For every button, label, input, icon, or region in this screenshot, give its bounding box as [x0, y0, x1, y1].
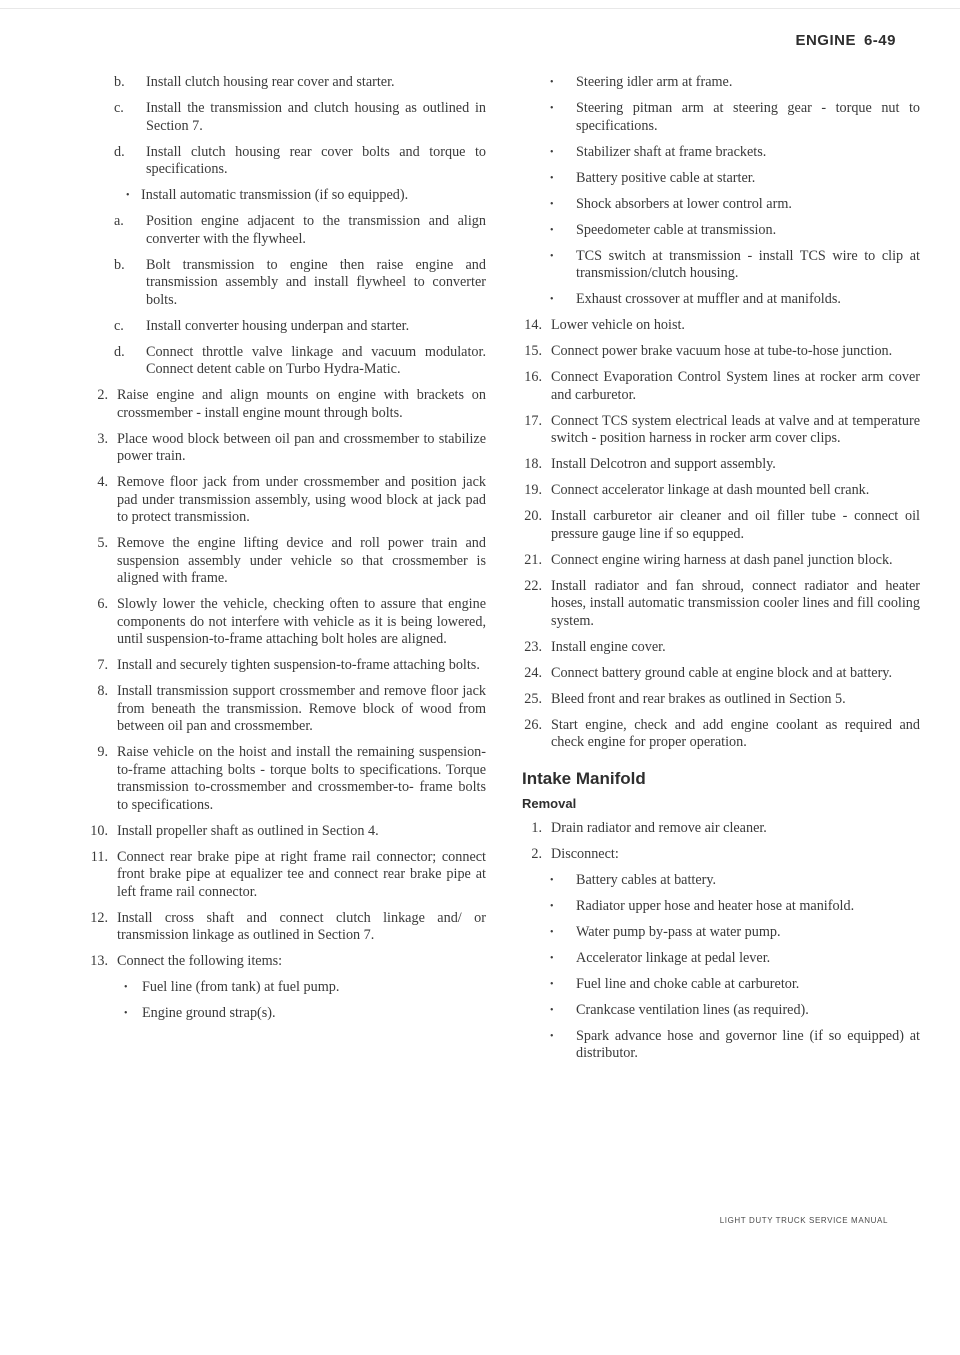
item-text: Connect the following items: — [117, 953, 283, 969]
item-marker: • — [550, 900, 554, 912]
item-text: Install Delcotron and support assembly. — [551, 456, 776, 472]
step-item — [90, 848, 486, 902]
step-item — [524, 317, 920, 335]
step-item — [531, 819, 920, 838]
item-marker: • — [550, 294, 554, 305]
substep-item — [114, 213, 486, 248]
item-marker: • — [550, 926, 554, 938]
item-text: Connect TCS system electrical leads at valve and at temperature switch - position harness in rocker arm cover clips. — [551, 412, 920, 446]
step-item — [524, 551, 920, 570]
item-text: Disconnect: — [551, 845, 619, 862]
item-marker: 15. — [524, 343, 542, 359]
step-item — [97, 387, 486, 422]
bullet-item — [548, 100, 920, 135]
header-section: ENGINE — [795, 32, 856, 49]
item-text: Install propeller shaft as outlined in Section 4. — [117, 822, 379, 839]
item-text: Install clutch housing rear cover bolts and torque to specifications. — [146, 143, 486, 177]
item-marker: 11. — [90, 848, 108, 865]
bullet-item — [548, 1002, 920, 1020]
substep-item — [114, 344, 486, 379]
item-marker: 20. — [524, 508, 542, 524]
step-item — [524, 343, 920, 361]
item-text: Fuel line and choke cable at carburetor. — [576, 975, 800, 992]
step-item — [97, 474, 486, 527]
item-text: Fuel line (from tank) at fuel pump. — [142, 979, 340, 995]
item-marker: d. — [114, 143, 125, 160]
item-text: Stabilizer shaft at frame brackets. — [576, 143, 767, 160]
item-marker: • — [550, 952, 554, 964]
item-marker: b. — [114, 256, 125, 273]
item-text: TCS switch at transmission - install TCS wire to clip at transmission/clutch housing. — [576, 247, 920, 281]
item-text: Install radiator and fan shroud, connect radiator and heater hoses, install automatic transmission cooler lines and fill cooling system. — [551, 577, 920, 629]
item-marker: 1. — [531, 819, 542, 836]
removal-steps — [531, 819, 920, 1063]
step-item — [531, 845, 920, 864]
item-marker: • — [550, 978, 554, 990]
item-marker: 19. — [524, 482, 542, 498]
bullet-item — [548, 950, 920, 968]
item-marker: • — [550, 250, 554, 262]
item-marker: 13. — [90, 953, 108, 969]
item-text: Connect Evaporation Control System lines at rocker arm cover and carburetor. — [551, 369, 920, 403]
bullet-item — [548, 74, 920, 92]
step-item — [524, 456, 920, 474]
item-text: Raise vehicle on the hoist and install the remaining suspension-to-frame attaching bolts - torque bolts to specifications. Torque transmission to-crossmember and crossmember-to- frame bolts to specifications. — [117, 744, 486, 813]
bullet-item — [548, 144, 920, 162]
section-heading: Intake Manifold — [522, 768, 646, 788]
step-item — [97, 657, 486, 675]
item-text: Crankcase ventilation lines (as required). — [576, 1001, 809, 1018]
step-item — [90, 953, 486, 971]
substep-item — [114, 144, 486, 179]
item-marker: • — [550, 224, 554, 236]
item-marker: • — [550, 1030, 554, 1042]
item-text: Raise engine and align mounts on engine with brackets on crossmember - install engine mount through bolts. — [117, 387, 486, 421]
item-text: Connect power brake vacuum hose at tube-to-hose junction. — [551, 343, 893, 359]
item-marker: 3. — [97, 430, 108, 447]
item-marker: • — [550, 77, 554, 88]
bullet-item — [548, 872, 920, 890]
step-item — [524, 508, 920, 543]
left-column — [90, 74, 486, 1031]
step-item — [524, 369, 920, 404]
bullet-item — [548, 170, 920, 188]
item-text: Battery positive cable at starter. — [576, 169, 756, 186]
item-marker: 2. — [531, 845, 542, 862]
item-marker: 26. — [524, 716, 542, 733]
bullet-item — [548, 924, 920, 942]
item-marker: 17. — [524, 412, 542, 429]
item-text: Steering pitman arm at steering gear - torque nut to specifications. — [576, 100, 920, 134]
item-marker: 4. — [97, 474, 108, 490]
item-text: Water pump by-pass at water pump. — [576, 923, 781, 940]
item-text: Install converter housing underpan and starter. — [146, 317, 410, 334]
item-text: Slowly lower the vehicle, checking often to assure that engine components do not interfere with vehicle as it is being lowered, until suspension-to-frame attaching bolt holes are aligned. — [117, 596, 486, 647]
bullet-item — [548, 222, 920, 240]
item-text: Install automatic transmission (if so equipped). — [141, 187, 409, 203]
item-text: Shock absorbers at lower control arm. — [576, 195, 792, 212]
item-text: Connect engine wiring harness at dash panel junction block. — [551, 551, 893, 568]
substep-item — [114, 318, 486, 336]
subsection-heading: Removal — [522, 796, 577, 811]
step-item — [90, 822, 486, 841]
item-marker: 2. — [97, 387, 108, 403]
item-marker: 18. — [524, 456, 542, 472]
item-marker: d. — [114, 343, 125, 360]
page-header — [795, 32, 896, 49]
item-text: Speedometer cable at transmission. — [576, 221, 777, 238]
item-marker: 12. — [90, 909, 108, 926]
bullet-item — [114, 187, 486, 205]
item-text: Install clutch housing rear cover and starter. — [146, 74, 395, 90]
right-column-steps — [524, 74, 920, 752]
item-text: Remove the engine lifting device and roll power train and suspension assembly under vehicle so that crossmember is aligned with frame. — [117, 535, 486, 586]
step-item — [97, 596, 486, 649]
substep-item — [114, 74, 486, 92]
page-footer: LIGHT DUTY TRUCK SERVICE MANUAL — [719, 1216, 888, 1225]
item-text: Connect battery ground cable at engine block and at battery. — [551, 664, 893, 681]
right-column — [522, 74, 920, 1071]
bullet-item — [548, 898, 920, 916]
item-text: Bolt transmission to engine then raise engine and transmission assembly and install flywheel to converter bolts. — [146, 256, 486, 308]
item-marker: 24. — [524, 664, 542, 681]
item-text: Remove floor jack from under crossmember and position jack pad under transmission assembly, using wood block at jack pad to protect transmission. — [117, 474, 486, 525]
item-marker: b. — [114, 74, 125, 90]
item-marker: • — [126, 190, 130, 201]
item-text: Lower vehicle on hoist. — [551, 317, 685, 333]
item-marker: 5. — [97, 535, 108, 551]
step-item — [524, 412, 920, 448]
item-marker: • — [124, 982, 128, 993]
item-text: Install engine cover. — [551, 638, 666, 655]
bullet-item — [548, 291, 920, 309]
item-marker: • — [550, 1004, 554, 1016]
item-marker: 23. — [524, 638, 542, 655]
item-marker: 25. — [524, 690, 542, 707]
item-text: Install and securely tighten suspension-to-frame attaching bolts. — [117, 657, 480, 673]
item-text: Install transmission support crossmember and remove floor jack from beneath the transmission. Remove block of wood from between oil pan and crossmember. — [117, 683, 486, 734]
bullet-item — [548, 1028, 920, 1063]
item-text: Steering idler arm at frame. — [576, 74, 733, 90]
step-item — [524, 664, 920, 683]
item-text: Bleed front and rear brakes as outlined in Section 5. — [551, 690, 846, 707]
item-text: Radiator upper hose and heater hose at manifold. — [576, 897, 855, 914]
item-marker: • — [550, 146, 554, 158]
item-text: Place wood block between oil pan and crossmember to stabilize power train. — [117, 430, 486, 464]
step-item — [97, 430, 486, 466]
item-marker: 9. — [97, 744, 108, 760]
item-text: Install carburetor air cleaner and oil filler tube - connect oil pressure gauge line if so equpped. — [551, 508, 920, 542]
item-marker: • — [550, 103, 554, 114]
item-marker: 21. — [524, 551, 542, 568]
item-marker: 10. — [90, 822, 108, 839]
item-text: Battery cables at battery. — [576, 871, 717, 888]
item-marker: 7. — [97, 657, 108, 673]
item-text: Spark advance hose and governor line (if so equipped) at distributor. — [576, 1027, 920, 1061]
item-marker: 14. — [524, 317, 542, 333]
header-page-number: 6-49 — [863, 32, 896, 49]
step-item — [97, 683, 486, 736]
item-text: Exhaust crossover at muffler and at manifolds. — [576, 291, 841, 307]
item-text: Connect accelerator linkage at dash mounted bell crank. — [551, 482, 870, 498]
item-marker: • — [550, 198, 554, 210]
item-marker: a. — [114, 213, 124, 229]
item-marker: 8. — [97, 683, 108, 699]
step-item — [524, 716, 920, 752]
item-text: Connect rear brake pipe at right frame rail connector; connect front brake pipe at equalizer tee and connect rear brake pipe at left frame rail connector. — [117, 848, 486, 900]
step-item — [90, 909, 486, 945]
step-item — [97, 744, 486, 814]
item-marker: 22. — [524, 577, 542, 594]
item-text: Install the transmission and clutch housing as outlined in Section 7. — [146, 100, 486, 134]
substep-item — [114, 257, 486, 310]
step-item — [524, 638, 920, 657]
bullet-item — [548, 196, 920, 214]
item-text: Start engine, check and add engine coolant as required and check engine for proper operation. — [551, 716, 920, 750]
item-text: Drain radiator and remove air cleaner. — [551, 819, 767, 836]
step-item — [524, 690, 920, 709]
item-text: Engine ground strap(s). — [142, 1005, 276, 1021]
item-marker: c. — [114, 317, 124, 334]
item-text: Connect throttle valve linkage and vacuum modulator. Connect detent cable on Turbo Hydra-Matic. — [146, 343, 486, 377]
bullet-item — [114, 979, 486, 997]
step-item — [524, 577, 920, 631]
substep-item — [114, 100, 486, 135]
scan-edge-line — [0, 8, 960, 9]
bullet-item — [114, 1005, 486, 1023]
item-marker: c. — [114, 100, 124, 116]
item-marker: • — [124, 1008, 128, 1019]
item-text: Install cross shaft and connect clutch linkage and/ or transmission linkage as outlined in Section 7. — [117, 909, 486, 943]
item-text: Position engine adjacent to the transmission and align converter with the flywheel. — [146, 213, 486, 247]
bullet-item — [548, 248, 920, 283]
step-item — [524, 482, 920, 500]
item-marker: • — [550, 172, 554, 184]
item-text: Accelerator linkage at pedal lever. — [576, 949, 771, 966]
bullet-item — [548, 976, 920, 994]
step-item — [97, 535, 486, 588]
item-marker: 6. — [97, 596, 108, 612]
item-marker: • — [550, 874, 554, 886]
item-marker: 16. — [524, 369, 542, 385]
